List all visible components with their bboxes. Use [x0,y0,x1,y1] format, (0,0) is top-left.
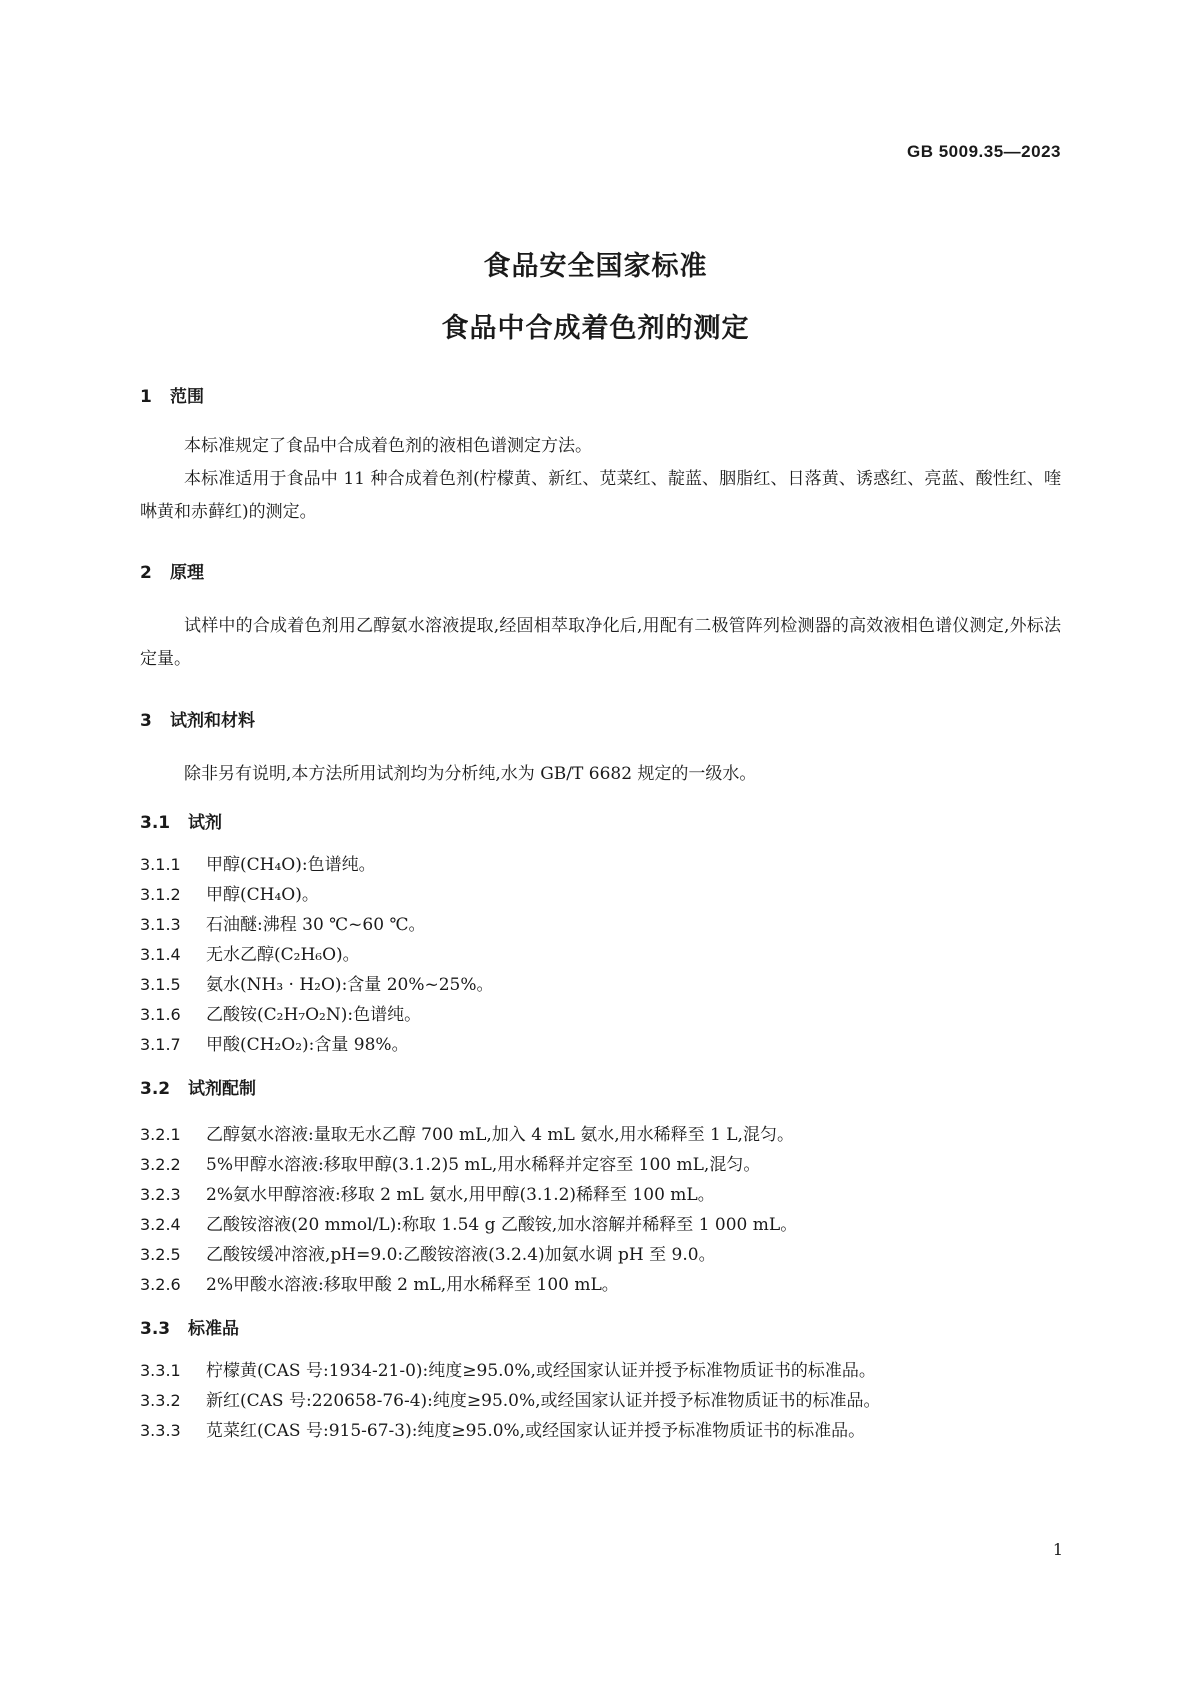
item-number: 3.2.3 [140,1185,181,1204]
item-text: 2%甲酸水溶液:移取甲酸 2 mL,用水稀释至 100 mL。 [206,1275,619,1295]
section-1-heading [140,382,204,407]
list-item [140,1120,794,1145]
list-item [140,1356,876,1381]
item-number: 3.1.5 [140,975,181,994]
subsection-title: 试剂配制 [188,1079,256,1099]
item-text: 乙酸铵缓冲溶液,pH=9.0:乙酸铵溶液(3.2.4)加氨水调 pH 至 9.0。 [206,1245,716,1265]
subsection-3-3-heading [140,1314,239,1339]
section-title: 原理 [170,563,204,583]
document-code: GB 5009.35—2023 [907,142,1061,161]
list-item [140,1030,409,1055]
item-number: 3.1.1 [140,855,181,874]
list-item [140,1000,421,1025]
item-number: 3.2.5 [140,1245,181,1264]
section-title: 范围 [170,387,204,407]
item-number: 3.1.3 [140,915,181,934]
list-item [140,880,319,905]
item-number: 3.3.3 [140,1421,181,1440]
item-text: 2%氨水甲醇溶液:移取 2 mL 氨水,用甲醇(3.1.2)稀释至 100 mL。 [206,1185,715,1205]
list-item [140,850,376,875]
section-number: 2 [140,563,152,583]
list-item [140,1150,760,1175]
item-text: 乙酸铵(C₂H₇O₂N):色谱纯。 [206,1005,422,1025]
list-item [140,1210,797,1235]
section-number: 1 [140,387,152,407]
list-item [140,1416,865,1441]
item-text: 新红(CAS 号:220658-76-4):纯度≥95.0%,或经国家认证并授予标准物质证书的标准品。 [206,1391,881,1411]
item-number: 3.1.4 [140,945,181,964]
item-text: 甲醇(CH₄O)。 [206,885,319,905]
item-number: 3.2.2 [140,1155,181,1174]
item-text: 乙醇氨水溶液:量取无水乙醇 700 mL,加入 4 mL 氨水,用水稀释至 1 L,混匀。 [206,1125,794,1145]
scope-paragraph-1: 本标准规定了食品中合成着色剂的液相色谱测定方法。 [184,436,592,456]
section-title: 试剂和材料 [170,711,255,731]
list-item [140,940,360,965]
document-title: 食品中合成着色剂的测定 [441,313,750,344]
item-text: 石油醚:沸程 30 ℃~60 ℃。 [206,915,426,935]
item-text: 柠檬黄(CAS 号:1934-21-0):纯度≥95.0%,或经国家认证并授予标准物质证书的标准品。 [206,1361,876,1381]
subsection-title: 标准品 [188,1319,239,1339]
item-number: 3.3.1 [140,1361,181,1380]
section-2-heading [140,558,204,583]
subsection-title: 试剂 [188,813,222,833]
item-number: 3.1.6 [140,1005,181,1024]
item-number: 3.2.6 [140,1275,181,1294]
subsection-3-2-heading [140,1074,256,1099]
list-item [140,910,425,935]
item-number: 3.1.2 [140,885,181,904]
page-number: 1 [1052,1540,1063,1559]
list-item [140,1386,881,1411]
item-number: 3.2.1 [140,1125,181,1144]
item-text: 甲酸(CH₂O₂):含量 98%。 [206,1035,409,1055]
item-text: 无水乙醇(C₂H₆O)。 [206,945,360,965]
item-text: 苋菜红(CAS 号:915-67-3):纯度≥95.0%,或经国家认证并授予标准物质证书的标准品。 [206,1421,866,1441]
list-item [140,1240,716,1265]
list-item [140,1180,715,1205]
subsection-3-1-heading [140,808,222,833]
section-3-heading [140,706,255,731]
item-number: 3.3.2 [140,1391,181,1410]
subsection-number: 3.2 [140,1079,171,1099]
item-number: 3.2.4 [140,1215,181,1234]
item-text: 5%甲醇水溶液:移取甲醇(3.1.2)5 mL,用水稀释并定容至 100 mL,混匀。 [206,1155,761,1175]
item-text: 乙酸铵溶液(20 mmol/L):称取 1.54 g 乙酸铵,加水溶解并稀释至 1 000 mL。 [206,1215,798,1235]
list-item [140,1270,619,1295]
item-number: 3.1.7 [140,1035,181,1054]
section-number: 3 [140,711,152,731]
subsection-number: 3.3 [140,1319,171,1339]
item-text: 甲醇(CH₄O):色谱纯。 [206,855,376,875]
list-item [140,970,494,995]
scope-paragraph-2: 本标准适用于食品中 11 种合成着色剂(柠檬黄、新红、苋菜红、靛蓝、胭脂红、日落黄、诱惑红、亮蓝、酸性红、喹啉黄和赤藓红)的测定。 [140,469,1061,522]
item-text: 氨水(NH₃ · H₂O):含量 20%~25%。 [206,975,494,995]
standard-title: 食品安全国家标准 [483,251,708,282]
principle-paragraph: 试样中的合成着色剂用乙醇氨水溶液提取,经固相萃取净化后,用配有二极管阵列检测器的高效液相色谱仪测定,外标法定量。 [140,616,1061,669]
subsection-number: 3.1 [140,813,171,833]
reagents-intro-paragraph: 除非另有说明,本方法所用试剂均为分析纯,水为 GB/T 6682 规定的一级水。 [184,764,757,784]
